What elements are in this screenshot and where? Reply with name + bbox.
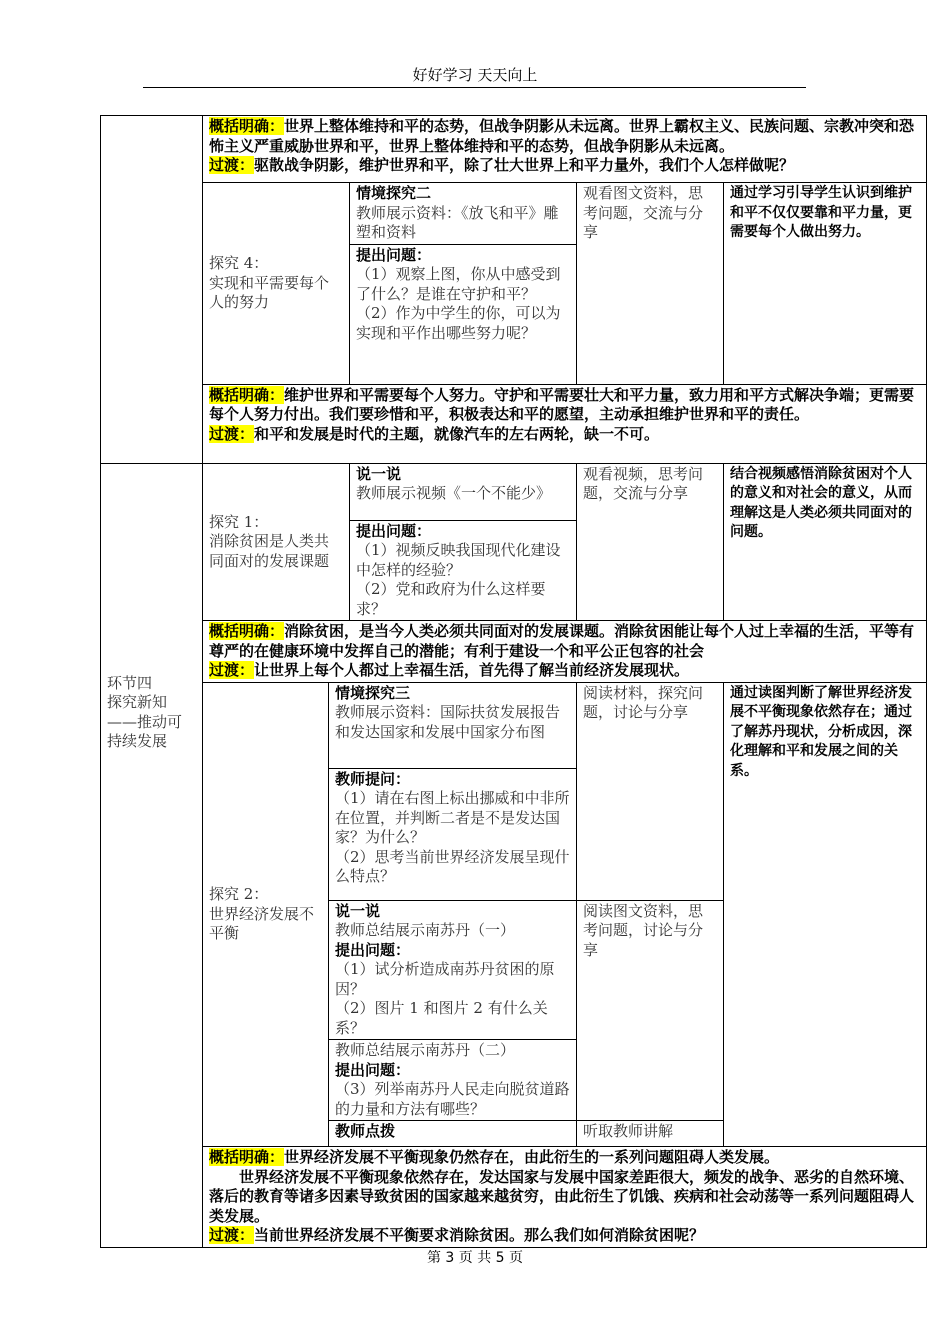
- summary-label: 概括明确：: [209, 117, 285, 135]
- summary-block-1: [203, 116, 927, 183]
- block-title: 提出问题：: [356, 245, 432, 264]
- transition-label: 过渡：: [209, 1226, 255, 1244]
- inquiry-4-block-2: [350, 244, 577, 384]
- transition-text-2: 和平和发展是时代的主题，就像汽车的左右两轮，缺一不可。: [254, 424, 660, 443]
- inquiry-1-topic: 探究 1： 消除贫困是人类共同面对的发展课题: [203, 463, 350, 621]
- inquiry-2-block-1: [329, 682, 577, 768]
- inquiry-1-block-2: [350, 520, 577, 621]
- summary-text-4: 世界经济发展不平衡现象仍然存在，由此衍生的一系列问题阻碍人类发展。: [284, 1148, 780, 1166]
- transition-label: 过渡：: [209, 424, 255, 443]
- stage-cell-previous: [101, 116, 203, 464]
- page-footer: 第 3 页 共 5 页: [426, 1250, 524, 1266]
- summary-label: 概括明确：: [209, 1148, 285, 1166]
- inquiry-4-topic: 探究 4： 实现和平需要每个人的努力: [203, 183, 350, 385]
- summary-label: 概括明确：: [209, 622, 285, 640]
- block-question-title: 提出问题：: [335, 1060, 411, 1079]
- block-title: 说一说: [356, 464, 402, 483]
- student-activity-2b: 阅读图文资料，思考问题，讨论与分享: [577, 900, 724, 1121]
- summary-text-3: 消除贫困，是当今人类必须共同面对的发展课题。消除贫困能让每个人过上幸福的生活，平等有尊严的在健康环境中发挥自己的潜能；有利于建设一个和平公正包容的社会: [209, 622, 915, 660]
- inquiry-2-block-5: 教师点拨: [329, 1121, 577, 1147]
- transition-label: 过渡：: [209, 156, 255, 174]
- inquiry-1-block-1: [350, 463, 577, 520]
- lesson-plan-table: [100, 115, 927, 1248]
- inquiry-2-block-4: [329, 1040, 577, 1121]
- transition-text-4: 当前世界经济发展不平衡要求消除贫困。那么我们如何消除贫困呢？: [254, 1226, 705, 1244]
- block-text: （1）观察上图，你从中感受到了什么？是谁在守护和平？ （2）作为中学生的你，可以为实现和平作出哪些努力呢？: [356, 265, 561, 342]
- block-text: （3）列举南苏丹人民走向脱贫道路的力量和方法有哪些？: [335, 1080, 570, 1118]
- inquiry-2-topic: 探究 2： 世界经济发展不平衡: [203, 682, 329, 1147]
- block-text: （1）视频反映我国现代化建设中怎样的经验？ （2）党和政府为什么这样要求？: [356, 541, 561, 618]
- block-text: 教师总结展示南苏丹（一）: [335, 921, 516, 939]
- summary-text-1: 世界上整体维持和平的态势，但战争阴影从未远离。世界上霸权主义、民族问题、宗教冲突和恐怖主义严重威胁世界和平，世界上整体维持和平的态势，但战争阴影从未远离。: [209, 117, 915, 155]
- block-title: 教师提问：: [335, 769, 411, 788]
- block-title: 情境探究二: [356, 184, 432, 202]
- summary-text-2: 维护世界和平需要每个人努力。守护和平需要壮大和平力量，致力用和平方式解决争端；更需要每个人努力付出。我们要珍惜和平，积极表达和平的愿望，主动承担维护世界和平的责任。: [209, 385, 915, 423]
- summary-label: 概括明确：: [209, 385, 285, 404]
- block-text: （1）试分析造成南苏丹贫困的原因？ （2）图片 1 和图片 2 有什么关系？: [335, 960, 555, 1037]
- stage-four-label: 环节四 探究新知——推动可持续发展: [101, 463, 203, 1247]
- transition-label: 过渡：: [209, 661, 255, 679]
- summary-block-3: [203, 621, 927, 683]
- header-rule: [143, 87, 806, 88]
- inquiry-2-block-3: [329, 900, 577, 1040]
- student-activity-2c: 听取教师讲解: [577, 1121, 724, 1147]
- transition-text-1: 驱散战争阴影，维护世界和平，除了壮大世界上和平力量外，我们个人怎样做呢？: [254, 156, 795, 174]
- design-intent-1: 结合视频感悟消除贫困对个人的意义和对社会的意义，从而理解这是人类必须共同面对的问题。: [724, 463, 927, 621]
- design-intent-4: 通过学习引导学生认识到维护和平不仅仅要靠和平力量，更需要每个人做出努力。: [724, 183, 927, 385]
- block-question-title: 提出问题：: [335, 940, 411, 959]
- inquiry-2-block-2: [329, 768, 577, 900]
- student-activity-2a: 阅读材料，探究问题，讨论与分享: [577, 682, 724, 900]
- inquiry-4-block-1: [350, 183, 577, 245]
- block-title: 提出问题：: [356, 521, 432, 540]
- block-text: （1）请在右图上标出挪威和中非所在位置，并判断二者是不是发达国家？为什么？ （2）思考当前世界经济发展呈现什么特点？: [335, 789, 570, 885]
- summary-block-2: [203, 384, 927, 463]
- design-intent-2: 通过读图判断了解世界经济发展不平衡现象依然存在；通过了解苏丹现状，分析成因，深化理解和平和发展之间的关系。: [724, 682, 927, 1147]
- block-text: 教师展示资料：国际扶贫发展报告和发达国家和发展中国家分布图: [335, 703, 561, 741]
- block-title: 情境探究三: [335, 683, 411, 702]
- student-activity-4: 观看图文资料，思考问题，交流与分享: [577, 183, 724, 385]
- page-header: 好好学习 天天向上: [412, 66, 538, 84]
- block-text: 教师展示视频《一个不能少》: [356, 484, 552, 502]
- block-text: 教师展示资料：《放飞和平》雕塑和资料: [356, 203, 559, 241]
- summary-detail-4: 世界经济发展不平衡现象依然存在，发达国家与发展中国家差距很大，频发的战争、恶劣的自然环境、落后的教育等诸多因素导致贫困的国家越来越贫穷，由此衍生了饥饿、疾病和社会动荡等一系列问题阻碍人类发展。: [209, 1167, 915, 1225]
- transition-text-3: 让世界上每个人都过上幸福生活，首先得了解当前经济发展现状。: [254, 661, 690, 679]
- block-title: 说一说: [335, 901, 381, 920]
- block-text: 教师总结展示南苏丹（二）: [335, 1041, 516, 1059]
- student-activity-1: 观看视频，思考问题，交流与分享: [577, 463, 724, 621]
- summary-block-4: [203, 1147, 927, 1248]
